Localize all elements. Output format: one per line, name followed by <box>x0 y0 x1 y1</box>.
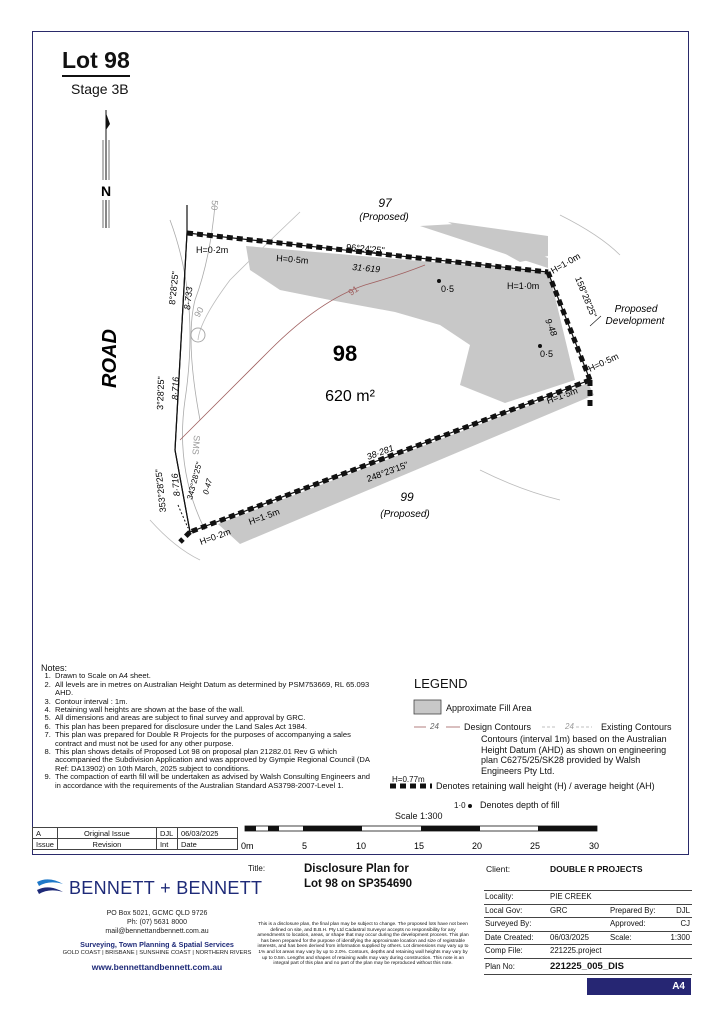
lot-99-number: 99 <box>400 490 414 504</box>
fill-depth-1: 0·5 <box>441 284 455 294</box>
legend-design-label: Design Contours <box>464 722 532 732</box>
client-label: Client: <box>486 864 511 874</box>
info-table <box>484 890 692 975</box>
bearing-bottom: 248°23'15" <box>365 459 410 484</box>
company-name: BENNETT + BENNETT <box>69 877 263 898</box>
prepared-value: DJL <box>676 905 690 915</box>
info-row-localgov <box>484 904 692 918</box>
locality-label: Locality: <box>485 892 514 901</box>
company-po: PO Box 5021, GCMC QLD 9726 <box>106 910 208 917</box>
created-label: Date Created: <box>485 932 534 942</box>
lot-area: 620 m² <box>325 388 375 405</box>
title-label: Title: <box>248 864 266 873</box>
proposed-dev-line1: Proposed <box>614 304 658 315</box>
title-line-1: Disclosure Plan for <box>304 863 409 875</box>
company-website[interactable]: www.bennettandbennett.com.au <box>91 962 223 972</box>
rev-date: 06/03/2025 <box>177 828 237 839</box>
scale-bar <box>245 826 597 831</box>
info-row-plan <box>484 958 692 975</box>
lot-97-note: (Proposed) <box>359 212 409 223</box>
scale-tick-25: 25 <box>530 841 541 851</box>
note-item: 5. All dimensions and areas are subject to final survey and approval by GRC. <box>53 714 371 722</box>
title-line-2: Lot 98 on SP354690 <box>304 878 413 890</box>
wall-height-right: H=0·5m <box>586 351 621 374</box>
fill-depth-2: 0·5 <box>540 349 554 359</box>
rev-init: DJL <box>156 828 177 839</box>
retaining-wall-end <box>180 532 190 542</box>
legend-existing-label: Existing Contours <box>601 722 672 732</box>
sheet-size-badge: A4 <box>587 978 691 995</box>
lot-title: Lot 98 <box>62 47 130 77</box>
bearing-left-mid: 3°28'25" <box>155 376 167 411</box>
wall-height-top-mid: H=0·5m <box>275 253 309 266</box>
scale-tick-15: 15 <box>414 841 425 851</box>
chord-line <box>178 505 188 528</box>
bearing-left-lower: 353°28'25" <box>153 468 168 513</box>
legend-contour-text: Contours (interval 1m) based on the Australian Height Datum (AHD) as shown on engineering plan C6275/25/SK28 provided by Walsh Engineers Pty Ltd. <box>481 734 667 776</box>
rev-h-issue: Issue <box>33 839 58 850</box>
info-row-created <box>484 931 692 945</box>
revision-table <box>32 827 238 850</box>
wall-height-bottom-right: H=1·5m <box>545 385 580 406</box>
contour-90-label: 90 <box>192 305 206 319</box>
created-value: 06/03/2025 <box>550 932 590 942</box>
lot-number: 98 <box>332 341 358 366</box>
approved-label: Approved: <box>610 919 646 928</box>
legend-fill-label: Approximate Fill Area <box>446 703 532 713</box>
note-item: 2. All levels are in metres on Australian Height Datum as determined by PSM753669, RL 65.093 AHD. <box>53 681 371 698</box>
scale-tick-0: 0m <box>241 841 254 851</box>
note-item: 9. The compaction of earth fill will be undertaken as advised by Walsh Consulting Engineers and in accordance with the requirements of the Australian Standard AS3798-2007-Level 1. <box>53 773 371 790</box>
distance-left-upper: 8·733 <box>182 286 195 311</box>
legend-depth-sample: 1·0 <box>454 801 466 810</box>
existing-contour <box>560 215 620 255</box>
proposed-dev-line2: Development <box>605 316 665 327</box>
wall-height-bottom-left: H=1·5m <box>247 506 282 527</box>
wall-height-corner: H=1·0m <box>549 250 582 276</box>
rev-h-date: Date <box>177 839 237 850</box>
document-title <box>304 862 412 892</box>
legend-wall-sample: H=0.77m <box>392 775 425 784</box>
stage-label: Stage 3B <box>71 81 129 97</box>
contour-91-label: 91 <box>346 283 361 298</box>
note-item: 7. This plan was prepared for Double R Projects for the purposes of accompanying a sales contract and must not be used for any other purpose. <box>53 731 371 748</box>
company-logo <box>35 876 262 900</box>
bearing-chord: 343°28'25" <box>185 460 204 501</box>
scale-tick-10: 10 <box>356 841 367 851</box>
comp-value: 221225.project <box>550 946 602 955</box>
legend-depth-dot <box>468 804 472 808</box>
bearing-left-upper: 8°28'25" <box>167 270 181 306</box>
notes-heading: Notes: <box>41 663 68 673</box>
distance-top: 31·619 <box>351 262 381 275</box>
logo-icon <box>35 876 65 900</box>
info-row-locality <box>484 890 692 904</box>
distance-bottom: 38·281 <box>365 442 396 462</box>
lot-97-number: 97 <box>378 196 392 210</box>
company-services: Surveying, Town Planning & Spatial Services <box>80 940 234 949</box>
distance-left-lower: 8·716 <box>169 472 182 497</box>
sms-label: SMS <box>190 434 202 456</box>
prepared-label: Prepared By: <box>610 905 656 915</box>
wall-height-top-left: H=0·2m <box>196 245 229 255</box>
legend-title: LEGEND <box>414 676 468 691</box>
scale-info-label: Scale: <box>610 932 632 942</box>
bearing-right: 158°28'25" <box>573 275 599 320</box>
scale-tick-5: 5 <box>302 841 308 851</box>
scale-info-value: 1:300 <box>670 932 690 942</box>
company-phone: Ph: (07) 5631 8000 <box>127 919 187 926</box>
existing-contour <box>150 520 200 560</box>
note-item: 6. This plan has been prepared for disclosure under the Land Sales Act 1984. <box>53 723 371 731</box>
legend <box>392 676 692 810</box>
contour-50-label: 50 <box>209 199 220 211</box>
road-label: ROAD <box>99 329 121 388</box>
rev-issue: A <box>33 828 58 839</box>
wall-height-bottom-corner: H=0·2m <box>198 526 233 547</box>
legend-design-num: 24 <box>430 722 439 731</box>
comp-label: Comp File: <box>485 946 523 955</box>
distance-right: 9·48 <box>543 317 560 338</box>
fill-area-strip <box>448 222 548 262</box>
notes-list <box>41 672 371 790</box>
company-regions: GOLD COAST | BRISBANE | SUNSHINE COAST | NORTHERN RIVERS <box>62 950 252 956</box>
note-item: 3. Contour interval : 1m. <box>53 698 371 706</box>
legend-depth-text: Denotes depth of fill <box>480 800 560 810</box>
note-item: 8. This plan shows details of Proposed Lot 98 on proposal plan 21282.01 Rev G which accompanied the Subdivision Application and was approved by Gympie Regional Council (DA Ref: DA13902) on 10th March, 2025 subject to conditions. <box>53 748 371 773</box>
surveyed-label: Surveyed By: <box>485 919 532 928</box>
company-email[interactable]: mail@bennettandbennett.com.au <box>105 928 209 935</box>
distance-chord: 0·47 <box>201 477 215 496</box>
scale-tick-20: 20 <box>472 841 483 851</box>
fill-depth-point <box>538 344 542 348</box>
scale-label: Scale 1:300 <box>395 811 443 821</box>
plan-label: Plan No: <box>485 961 515 971</box>
rev-h-init: Int <box>156 839 177 850</box>
info-row-surveyed <box>484 917 692 931</box>
localgov-value: GRC <box>550 905 568 915</box>
scale-tick-30: 30 <box>589 841 600 851</box>
note-item: 4. Retaining wall heights are shown at the base of the wall. <box>53 706 371 714</box>
legend-wall-text: Denotes retaining wall height (H) / average height (AH) <box>436 781 655 791</box>
approved-value: CJ <box>680 919 690 928</box>
client-value: DOUBLE R PROJECTS <box>550 864 643 874</box>
localgov-label: Local Gov: <box>485 905 523 915</box>
bearing-top: 96°24'25" <box>345 242 386 256</box>
disclaimer: This is a disclosure plan, the final plan may be subject to change. The proposed lots have not been defined on site, and B.B.H. Pty Ltd Cadastral Surveyor accepts no responsibility for any amendments to location, areas, or shape that may occur during the development process. This plan has been prepared for the purpose of identifying the approximate location and size of registrable interests, and has been derived from information supplied by others. Lot dimensions may vary up to 1% and lot areas may vary by up to 2.0%. Contours, depths and retaining wall heights may vary by up to 0.5m. Lengths and shapes of retaining walls may vary during construction. This note is an integral part of this plan and no part of the plan may be reproduced without this note. <box>257 922 469 967</box>
info-row-comp <box>484 944 692 958</box>
fill-depth-point <box>437 279 441 283</box>
lot-99-note: (Proposed) <box>380 509 430 520</box>
rev-revision: Original Issue <box>57 828 156 839</box>
north-arrow-icon <box>98 110 114 228</box>
distance-left-mid: 8·716 <box>170 376 181 401</box>
plan-value: 221225_005_DIS <box>550 960 624 972</box>
north-label: N <box>100 183 112 199</box>
existing-contour <box>480 470 560 500</box>
rev-h-revision: Revision <box>57 839 156 850</box>
company-contact <box>50 909 264 972</box>
notes-block <box>41 664 371 790</box>
legend-existing-num: 24 <box>565 722 574 731</box>
legend-fill-swatch <box>414 700 441 714</box>
wall-height-top-right: H=1·0m <box>507 281 540 291</box>
locality-value: PIE CREEK <box>550 892 592 901</box>
note-item: 1. Drawn to Scale on A4 sheet. <box>53 672 371 680</box>
